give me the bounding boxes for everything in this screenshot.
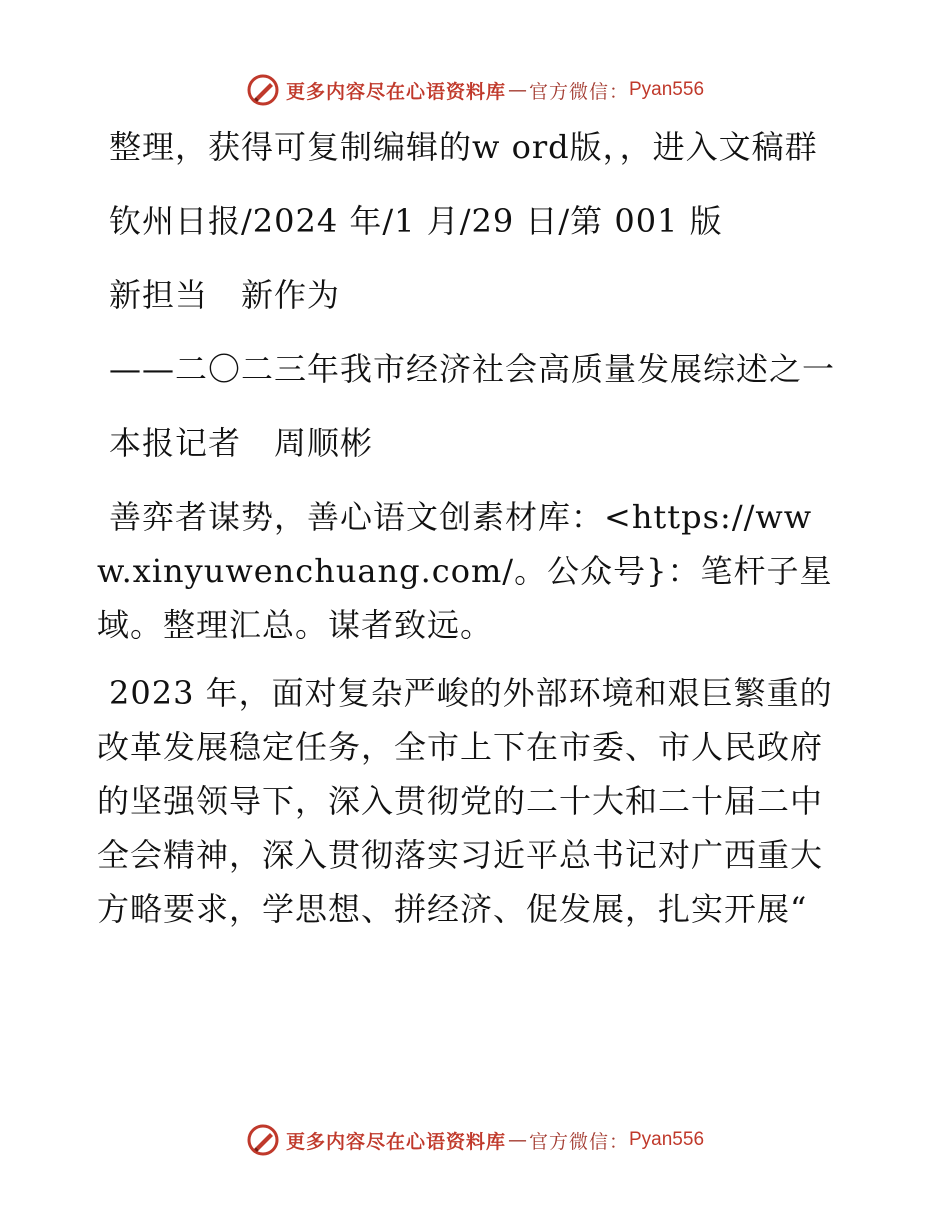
article-subtitle: ——二〇二三年我市经济社会高质量发展综述之一 bbox=[109, 350, 836, 388]
wechat-id: Pyan556 bbox=[629, 1129, 705, 1150]
document-body bbox=[97, 120, 847, 956]
body-paragraph: 2023 年，面对复杂严峻的外部环境和艰巨繁重的改革发展稳定任务，全市上下在市委、市人民政府的坚强领导下，深入贯彻党的二十大和二十届二中全会精神，深入贯彻落实习近平总书记对广西重大方略要求，学思想、拼经济、促发展，扎实开展“ bbox=[97, 674, 833, 928]
source-line: 钦州日报/2024 年/1 月/29 日/第 001 版 bbox=[109, 202, 723, 240]
header-banner bbox=[0, 70, 950, 110]
byline: 本报记者 周顺彬 bbox=[109, 424, 374, 462]
promo-paragraph: 善弈者谋势，善心语文创素材库：<https://www.xinyuwenchuang.com/。公众号}：笔杆子星域。整理汇总。谋者致远。 bbox=[97, 498, 833, 644]
banner-separator: — bbox=[507, 1129, 527, 1151]
footer-banner bbox=[0, 1120, 950, 1160]
pen-logo-icon bbox=[246, 1123, 280, 1157]
banner-text: 更多内容尽在心语资料库 bbox=[285, 80, 506, 103]
wechat-id: Pyan556 bbox=[629, 79, 705, 100]
notice-paragraph: 整理，获得可复制编辑的w ord版，，进入文稿群 bbox=[109, 128, 818, 166]
banner-separator: — bbox=[507, 79, 527, 101]
pen-logo-icon bbox=[246, 73, 280, 107]
article-title: 新担当 新作为 bbox=[109, 276, 341, 314]
banner-text: 更多内容尽在心语资料库 bbox=[285, 1130, 506, 1153]
wechat-label: 官方微信： bbox=[528, 1130, 629, 1153]
wechat-label: 官方微信： bbox=[528, 80, 629, 103]
